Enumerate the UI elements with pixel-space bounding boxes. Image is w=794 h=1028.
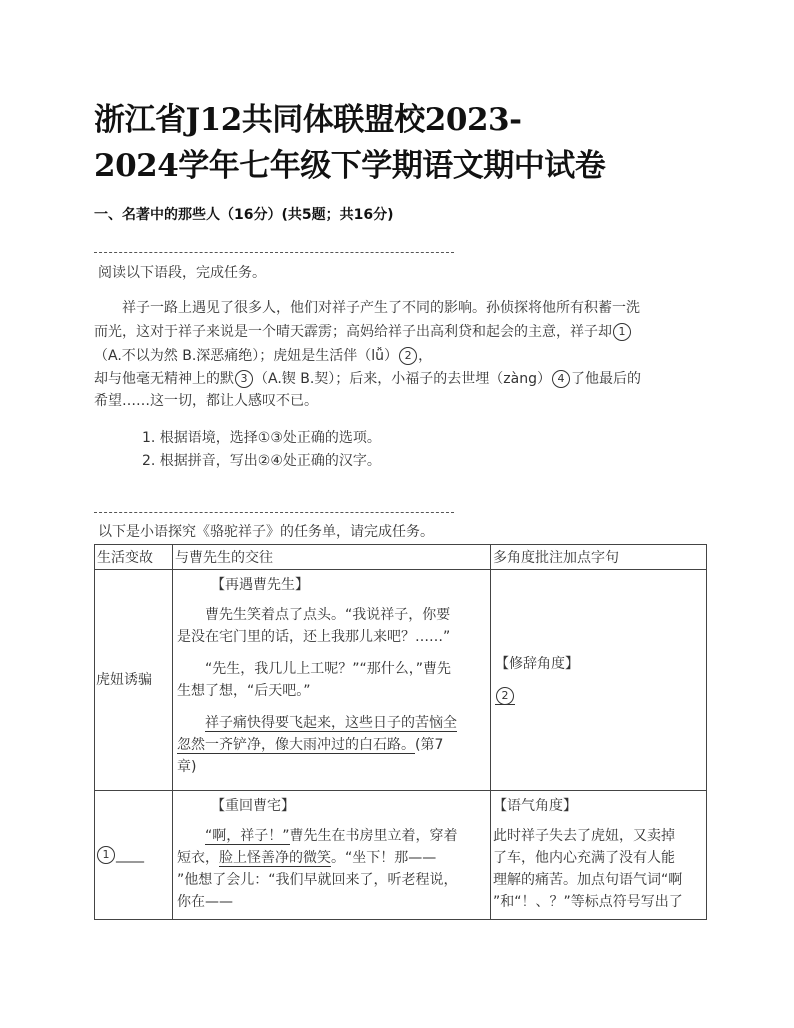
exam-title-line1: 浙江省J12共同体联盟校2023-	[94, 102, 522, 138]
analysis-line: 了车，他内心充满了没有人能	[493, 850, 675, 866]
story-line: ”他想了会儿：“我们早就回来了，听老程说，	[177, 872, 458, 888]
story-line: 曹先生笑着点了点头。“我说祥子，你要	[205, 607, 451, 623]
paragraph-text: ，	[418, 348, 433, 364]
story-line	[177, 825, 490, 847]
underlined-phrase: 脸上怪善净的微笑	[219, 850, 331, 866]
event-label: 虎妞诱骗	[96, 672, 152, 688]
analysis-line: 此时祥子失去了虎妞，又卖掉	[493, 828, 675, 844]
question-2: 2. 根据拼音，写出②④处正确的汉字。	[142, 453, 381, 469]
table-cell	[173, 570, 491, 791]
underlined-sentence: 忽然一齐铲净，像大雨冲过的白石路。	[177, 737, 415, 753]
table-header-row	[95, 545, 707, 570]
answer-blank: ____	[116, 847, 144, 863]
story-text: 。“坐下！那——	[331, 850, 437, 866]
paragraph-line: 祥子一路上遇见了很多人，他们对祥子产生了不同的影响。孙侦探将他所有积蓄一洗	[122, 300, 640, 316]
table-cell	[95, 791, 173, 920]
story-text: 曹先生在书房里立着，穿着	[289, 828, 458, 844]
blank-marker: 1	[97, 846, 115, 864]
header-cell: 多角度批注加点字句	[491, 545, 707, 570]
table-cell	[491, 570, 707, 791]
header-cell: 生活变故	[95, 545, 173, 570]
angle-label: 【语气角度】	[493, 798, 577, 814]
question-1: 1. 根据语境，选择①③处正确的选项。	[142, 430, 381, 446]
paragraph-line: 希望……这一切，都让人感叹不已。	[94, 393, 318, 409]
blank-marker: 1	[613, 323, 631, 341]
chapter-note: 章)	[177, 759, 197, 775]
analysis-line: ”和“！、？”等标点符号写出了	[493, 894, 683, 910]
task-table	[94, 544, 707, 920]
blank-marker: 2	[399, 347, 417, 365]
blank-marker: 4	[552, 370, 570, 388]
table-cell	[491, 791, 707, 920]
chapter-note: (第7	[415, 737, 444, 753]
table-row	[95, 791, 707, 920]
underlined-sentence: 祥子痛快得要飞起来，这些日子的苦恼全	[205, 715, 457, 731]
paragraph-line	[94, 321, 632, 343]
paragraph-text: 却与他毫无精神上的默	[94, 371, 234, 387]
part2-intro: 以下是小语探究《骆驼祥子》的任务单，请完成任务。	[98, 524, 434, 540]
analysis-line: 理解的痛苦。加点句语气词“啊	[493, 872, 683, 888]
table-cell	[173, 791, 491, 920]
story-line: 是没在宅门里的话，还上我那儿来吧？……”	[177, 629, 451, 645]
blank-marker: 2	[496, 687, 514, 705]
story-line: “先生，我几儿上工呢？”“那什么，”曹先	[205, 661, 452, 677]
blank-marker: 3	[235, 370, 253, 388]
dashed-divider	[94, 252, 454, 253]
section-heading: 一、名著中的那些人（16分）(共5题；共16分)	[94, 207, 394, 223]
story-line: 你在——	[177, 894, 233, 910]
dashed-divider	[94, 512, 454, 513]
header-cell: 与曹先生的交往	[173, 545, 491, 570]
paragraph-line	[94, 368, 641, 390]
part1-intro: 阅读以下语段，完成任务。	[98, 265, 266, 281]
story-line	[177, 847, 490, 869]
story-text: 短衣，	[177, 850, 219, 866]
paragraph-text: 了他最后的	[570, 371, 641, 387]
section-tag: 【重回曹宅】	[211, 798, 295, 814]
table-cell	[95, 570, 173, 791]
story-line: 生想了想，“后天吧。”	[177, 683, 311, 699]
paragraph-text: （A.不以为然 B.深恶痛绝）；虎妞是生活伴（lǚ）	[94, 348, 399, 364]
angle-label: 【修辞角度】	[495, 656, 579, 672]
section-tag: 【再遇曹先生】	[211, 577, 309, 593]
paragraph-line	[94, 345, 432, 367]
table-row	[95, 570, 707, 791]
paragraph-text: 而光，这对于祥子来说是一个晴天霹雳；高妈给祥子出高利贷和起会的主意，祥子却	[94, 324, 612, 340]
paragraph-text: （A.锲 B.契）；后来，小福子的去世埋（zàng）	[254, 371, 551, 387]
dotted-phrase: “啊，祥子！”	[205, 828, 290, 844]
exam-title-line2: 2024学年七年级下学期语文期中试卷	[94, 148, 606, 184]
